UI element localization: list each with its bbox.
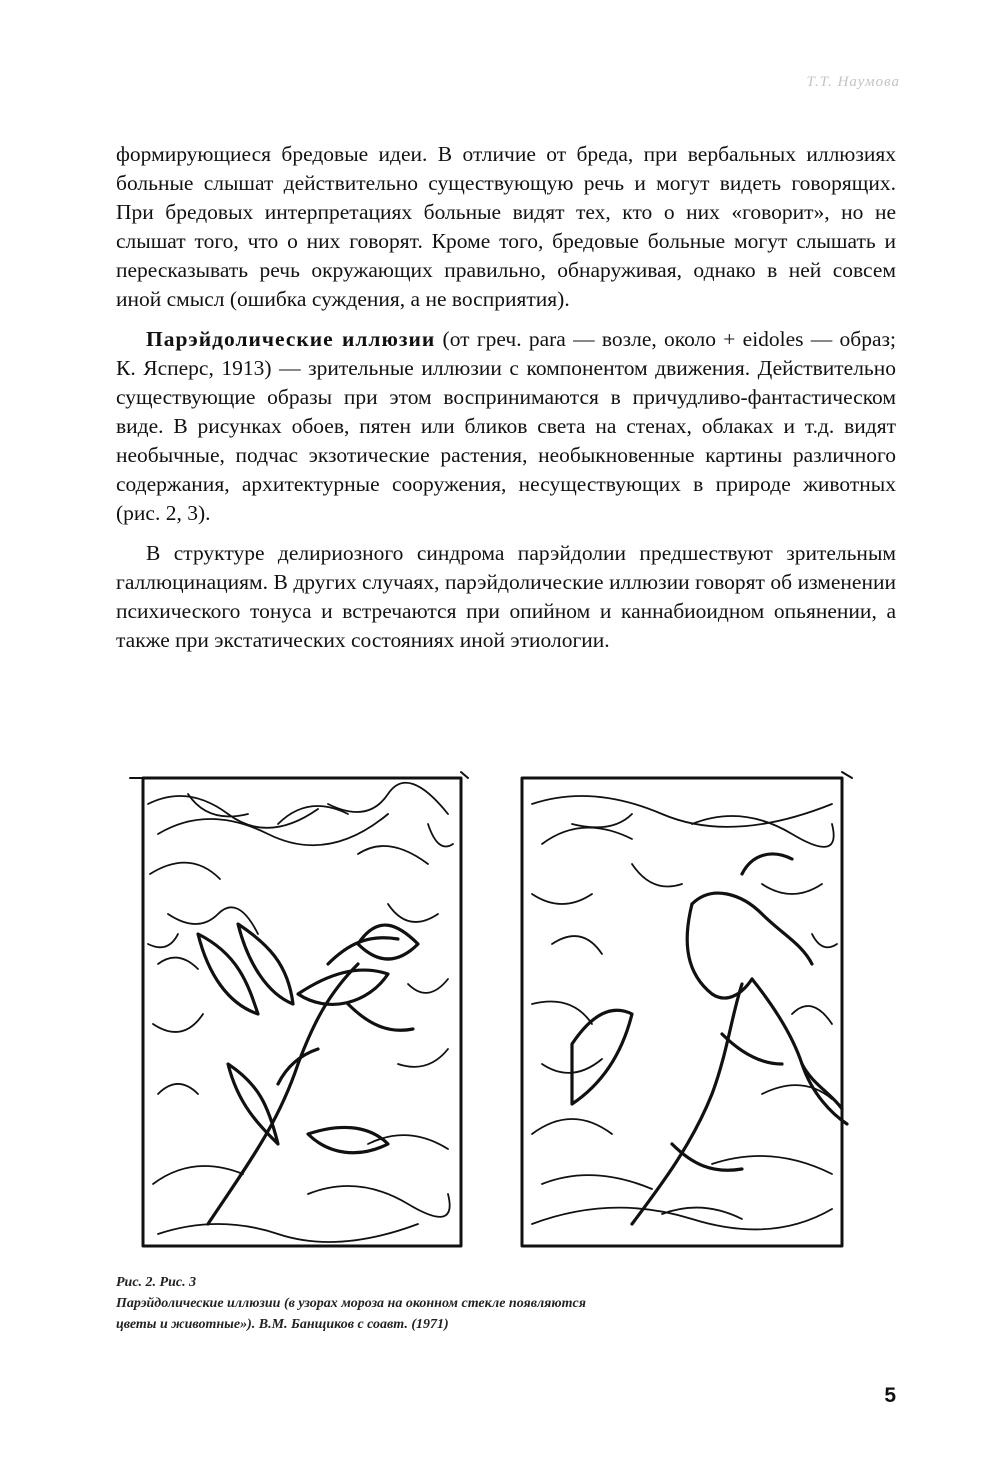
- running-head: Т.Т. Наумова: [806, 74, 900, 90]
- figure-caption: [116, 1272, 836, 1335]
- paragraph-2-text: (от греч. para — возле, около + eidoles — образ; К. Ясперс, 1913) — зрительные иллюзии с компонентом движения. Действительно существующие образы при этом воспринимаются в причудливо-фантастическом виде. В рисунках обоев, пятен или бликов света на стенах, облаках и т.д. видят необычные, подчас экзотические растения, необыкновенные картины различного содержания, архитектурные сооружения, несуществующих в природе животных (рис. 2, 3).: [116, 327, 896, 525]
- paragraph-2: [116, 325, 896, 528]
- caption-figure-numbers: Рис. 2. Рис. 3: [116, 1275, 197, 1290]
- main-text: [116, 140, 896, 666]
- frost-flower-drawing: [128, 764, 473, 1254]
- figure-2-frost-flower: [128, 764, 473, 1254]
- paragraph-1: формирующиеся бредовые идеи. В отличие от бреда, при вербальных иллюзиях больные слышат действительно существующую речь и могут видеть говорящих. При бредовых интерпретациях больные видят тех, кто о них «говорит», но не слышат того, что о них говорят. Кроме того, бредовые больные могут слышать и пересказывать речь окружающих правильно, обнаруживая, однако в ней совсем иной смысл (ошибка суждения, а не восприятия).: [116, 142, 896, 311]
- term-pareidolic-illusions: Парэйдолические иллюзии: [146, 327, 436, 351]
- paragraph-3: В структуре делириозного синдрома парэйдолии предшествуют зрительным галлюцинациям. В других случаях, парэйдолические иллюзии говорят об изменении психического тонуса и встречаются при опийном и каннабиоидном опьянении, а также при экстатических состояниях иной этиологии.: [116, 541, 896, 652]
- caption-description-line-1: Парэйдолические иллюзии (в узорах мороза на оконном стекле появляются: [116, 1296, 586, 1311]
- page-number: 5: [884, 1384, 896, 1407]
- figure-3-frost-animal: [512, 764, 857, 1254]
- frost-animal-drawing: [512, 764, 857, 1254]
- caption-description-line-2: цветы и животные»). В.М. Банщиков с соавт. (1971): [116, 1317, 449, 1332]
